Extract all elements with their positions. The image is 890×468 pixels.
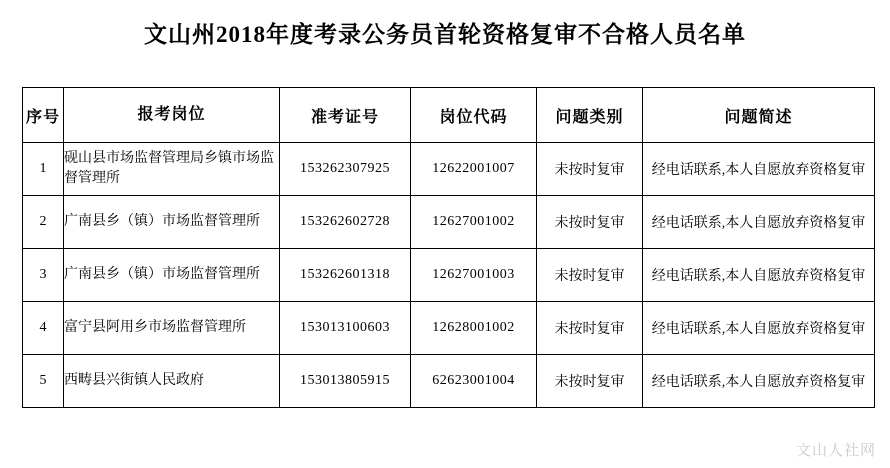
- cell-index: 2: [23, 196, 64, 249]
- column-header-issue-type: 问题类别: [537, 88, 643, 143]
- table-row: [23, 249, 875, 302]
- site-watermark: 文山人社网: [795, 443, 876, 459]
- cell-issue-type: 未按时复审: [537, 196, 643, 249]
- column-header-issue-desc: 问题简述: [643, 88, 875, 143]
- cell-exam-no: 153013100603: [280, 302, 411, 355]
- cell-index: 5: [23, 355, 64, 408]
- page-title: 文山州2018年度考录公务员首轮资格复审不合格人员名单: [144, 22, 746, 47]
- table-body: [23, 143, 875, 408]
- table-header-row: [23, 88, 875, 143]
- cell-issue-desc: 经电话联系,本人自愿放弃资格复审: [643, 196, 875, 249]
- table-row: [23, 302, 875, 355]
- cell-post: 广南县乡（镇）市场监督管理所: [64, 196, 280, 249]
- table-header: [23, 88, 875, 143]
- cell-post-code: 12627001003: [411, 249, 537, 302]
- cell-post: 富宁县阿用乡市场监督管理所: [64, 302, 280, 355]
- cell-issue-type: 未按时复审: [537, 355, 643, 408]
- cell-issue-desc: 经电话联系,本人自愿放弃资格复审: [643, 355, 875, 408]
- cell-issue-desc: 经电话联系,本人自愿放弃资格复审: [643, 249, 875, 302]
- cell-issue-type: 未按时复审: [537, 302, 643, 355]
- cell-post-code: 12628001002: [411, 302, 537, 355]
- cell-exam-no: 153262602728: [280, 196, 411, 249]
- cell-exam-no: 153262601318: [280, 249, 411, 302]
- cell-post: 砚山县市场监督管理局乡镇市场监督管理所: [64, 143, 280, 196]
- cell-issue-type: 未按时复审: [537, 143, 643, 196]
- cell-post-code: 62623001004: [411, 355, 537, 408]
- table-container: [22, 87, 868, 408]
- column-header-post-code: 岗位代码: [411, 88, 537, 143]
- table-row: [23, 143, 875, 196]
- cell-issue-desc: 经电话联系,本人自愿放弃资格复审: [643, 302, 875, 355]
- column-header-exam-no: 准考证号: [280, 88, 411, 143]
- cell-index: 1: [23, 143, 64, 196]
- table-row: [23, 196, 875, 249]
- cell-index: 3: [23, 249, 64, 302]
- cell-post-code: 12622001007: [411, 143, 537, 196]
- cell-post: 广南县乡（镇）市场监督管理所: [64, 249, 280, 302]
- table-row: [23, 355, 875, 408]
- cell-exam-no: 153262307925: [280, 143, 411, 196]
- cell-post: 西畴县兴街镇人民政府: [64, 355, 280, 408]
- cell-index: 4: [23, 302, 64, 355]
- unqualified-candidates-table: [22, 87, 875, 408]
- cell-issue-desc: 经电话联系,本人自愿放弃资格复审: [643, 143, 875, 196]
- cell-exam-no: 153013805915: [280, 355, 411, 408]
- cell-issue-type: 未按时复审: [537, 249, 643, 302]
- cell-post-code: 12627001002: [411, 196, 537, 249]
- column-header-post: 报考岗位: [64, 88, 280, 143]
- column-header-index: 序号: [23, 88, 64, 143]
